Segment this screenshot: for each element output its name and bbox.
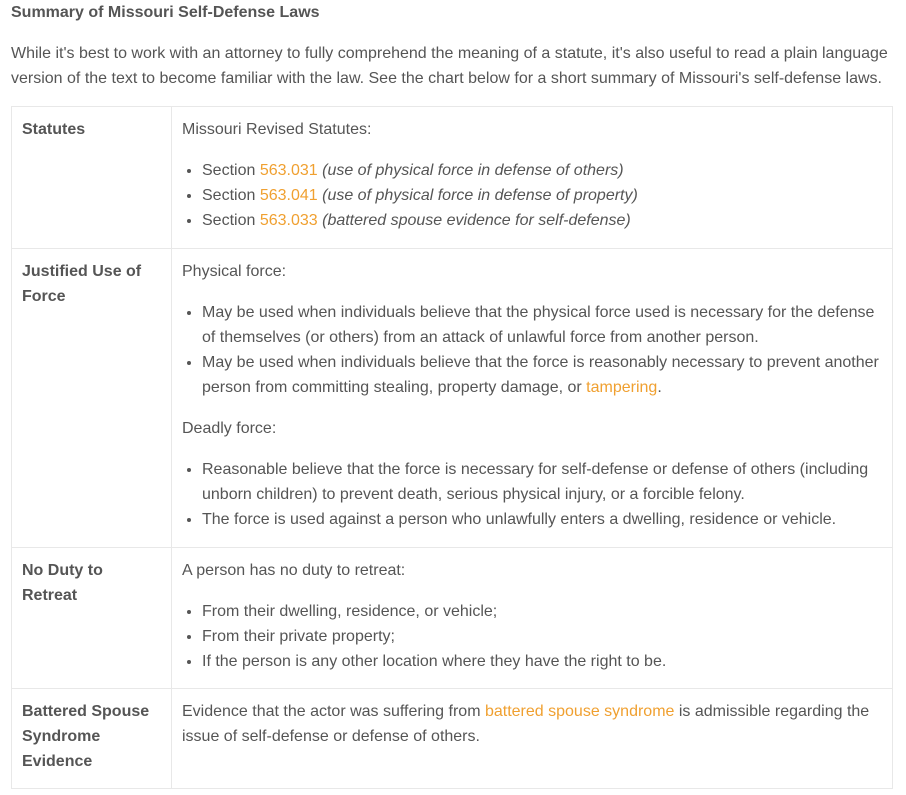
statute-note: (use of physical force in defense of others)	[322, 162, 624, 179]
list-item: • From their private property;	[202, 624, 882, 649]
statute-prefix: Section	[202, 187, 260, 204]
retreat-list	[182, 599, 882, 674]
list-item: • If the person is any other location where they have the right to be.	[202, 649, 882, 674]
deadly-force-list	[182, 457, 882, 532]
list-item: • Reasonable believe that the force is necessary for self-defense or defense of others (including unborn children) to prevent death, serious physical injury, or a forcible felony.	[202, 457, 882, 507]
row-content-justified-force	[172, 249, 893, 548]
statute-link-563-041[interactable]: 563.041	[259, 187, 318, 204]
battered-spouse-syndrome-link[interactable]: battered spouse syndrome	[484, 703, 675, 720]
list-item	[202, 208, 882, 233]
statute-note: (use of physical force in defense of property)	[322, 187, 638, 204]
row-label-battered-spouse: Battered Spouse Syndrome Evidence	[12, 689, 172, 789]
row-content-battered-spouse	[172, 689, 893, 789]
row-label-no-duty-to-retreat: No Duty to Retreat	[12, 548, 172, 689]
statute-note: (battered spouse evidence for self-defense)	[322, 212, 631, 229]
retreat-lead: A person has no duty to retreat:	[182, 562, 406, 579]
statute-link-563-033[interactable]: 563.033	[259, 212, 318, 229]
table-row-justified-force	[12, 249, 893, 548]
section-heading: Summary of Missouri Self-Defense Laws	[11, 4, 320, 21]
list-item	[202, 158, 882, 183]
statute-link-563-031[interactable]: 563.031	[259, 162, 318, 179]
list-item: • The force is used against a person who unlawfully enters a dwelling, residence or vehicle.	[202, 507, 882, 532]
table-row-statutes	[12, 107, 893, 249]
list-item	[202, 350, 882, 400]
statutes-lead: Missouri Revised Statutes:	[182, 121, 372, 138]
statutes-list	[182, 158, 882, 233]
physical-force-list	[182, 300, 882, 400]
physical-item-text: May be used when individuals believe that the force is reasonably necessary to prevent another person from committing stealing, property damage, or	[202, 354, 879, 396]
table-row-no-duty-to-retreat	[12, 548, 893, 689]
table-row-battered-spouse	[12, 689, 893, 789]
row-label-justified-force: Justified Use of Force	[12, 249, 172, 548]
physical-item-suffix: .	[657, 379, 662, 396]
battered-text-after: is admissible regarding the issue of self-defense or defense of others.	[182, 703, 870, 745]
list-item: • May be used when individuals believe that the physical force used is necessary for the defense of themselves (or others) from an attack of unlawful force from another person.	[202, 300, 882, 350]
statute-prefix: Section	[202, 212, 260, 229]
row-content-no-duty-to-retreat	[172, 548, 893, 689]
list-item	[202, 183, 882, 208]
battered-text-before: Evidence that the actor was suffering from	[182, 703, 485, 720]
intro-paragraph: While it's best to work with an attorney to fully comprehend the meaning of a statute, it's also useful to read a plain language version of the text to become familiar with the law. See the chart below for a short summary of Missouri's self-defense laws.	[11, 45, 888, 87]
row-content-statutes	[172, 107, 893, 249]
list-item: • From their dwelling, residence, or vehicle;	[202, 599, 882, 624]
tampering-link[interactable]: tampering	[586, 379, 658, 396]
statute-prefix: Section	[202, 162, 260, 179]
self-defense-summary-table	[11, 106, 893, 789]
row-label-statutes: Statutes	[12, 107, 172, 249]
physical-force-lead: Physical force:	[182, 263, 287, 280]
deadly-force-lead: Deadly force:	[182, 420, 277, 437]
